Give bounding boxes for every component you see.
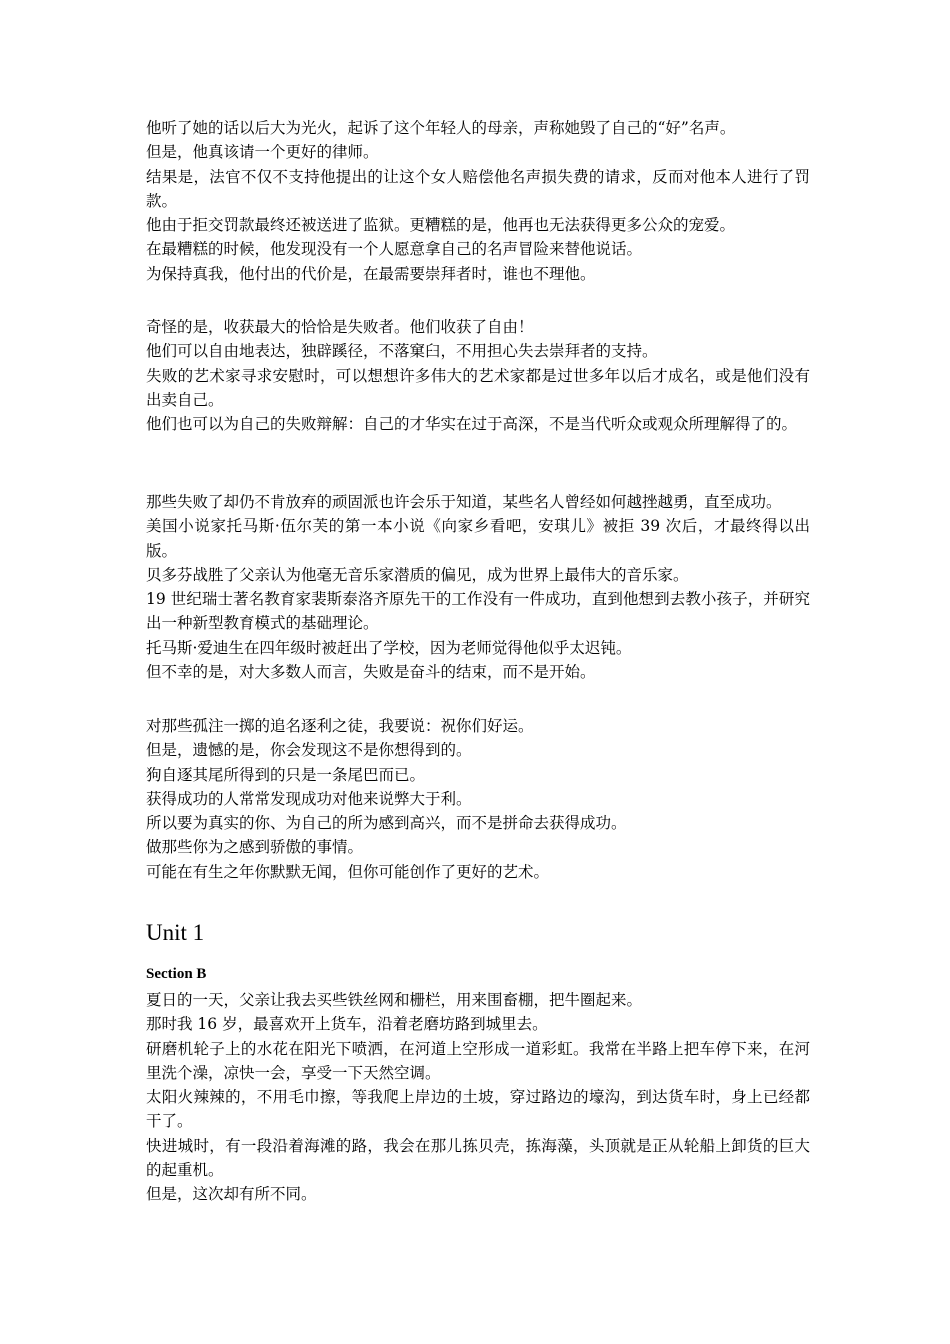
text-line: 做那些你为之感到骄傲的事情。 (146, 838, 364, 857)
text-line: 为保持真我，他付出的代价是，在最需要崇拜者时，谁也不理他。 (146, 264, 596, 283)
section-heading: Section B (146, 966, 207, 982)
text-line: 奇怪的是，收获最大的恰恰是失败者。他们收获了自由！ (146, 318, 534, 336)
text-line: 在最糟糕的时候，他发现没有一个人愿意拿自己的名声冒险来替他说话。 (146, 240, 643, 259)
text-line: 但不幸的是，对大多数人而言，失败是奋斗的结束，而不是开始。 (146, 663, 596, 682)
text-line: 那些失败了却仍不肯放弃的顽固派也许会乐于知道，某些名人曾经如何越挫越勇，直至成功。 (146, 493, 782, 511)
text-line: 快进城时，有一段沿着海滩的路，我会在那儿拣贝壳，拣海藻，头顶就是正从轮船上卸货的巨大的起重机。 (146, 1136, 810, 1180)
text-line: 19 世纪瑞士著名教育家裴斯泰洛齐原先干的工作没有一件成功，直到他想到去教小孩子，并研究出一种新型教育模式的基础理论。 (146, 590, 810, 633)
text-line: 对那些孤注一掷的追名逐利之徒，我要说：祝你们好运。 (146, 717, 534, 735)
text-line: 所以要为真实的你、为自己的所为感到高兴，而不是拼命去获得成功。 (146, 814, 627, 833)
text-line: 可能在有生之年你默默无闻，但你可能创作了更好的艺术。 (146, 862, 550, 881)
paragraph-4 (146, 714, 810, 884)
text-line: 研磨机轮子上的水花在阳光下喷洒，在河道上空形成一道彩虹。我常在半路上把车停下来，在河里洗个澡，凉快一会，享受一下天然空调。 (146, 1039, 810, 1082)
text-line: 获得成功的人常常发现成功对他来说弊大于利。 (146, 789, 472, 808)
text-line: 美国小说家托马斯·伍尔芙的第一本小说《向家乡看吧，安琪儿》被拒 39 次后，才最终得以出版。 (146, 517, 810, 560)
text-line: 但是，这次却有所不同。 (146, 1185, 317, 1204)
paragraph-3 (146, 490, 810, 684)
text-line: 托马斯·爱迪生在四年级时被赶出了学校，因为老师觉得他似乎太迟钝。 (146, 638, 632, 657)
paragraph-5 (146, 988, 810, 1207)
paragraph-1 (146, 116, 810, 286)
text-line: 贝多芬战胜了父亲认为他毫无音乐家潜质的偏见，成为世界上最伟大的音乐家。 (146, 565, 689, 584)
text-line: 他们可以自由地表达，独辟蹊径，不落窠臼，不用担心失去崇拜者的支持。 (146, 342, 658, 361)
text-line: 那时我 16 岁，最喜欢开上货车，沿着老磨坊路到城里去。 (146, 1015, 548, 1034)
text-line: 他由于拒交罚款最终还被送进了监狱。更糟糕的是，他再也无法获得更多公众的宠爱。 (146, 216, 736, 235)
text-line: 失败的艺术家寻求安慰时，可以想想许多伟大的艺术家都是过世多年以后才成名，或是他们没有出卖自己。 (146, 366, 810, 409)
text-line: 但是，遗憾的是，你会发现这不是你想得到的。 (146, 741, 472, 760)
text-line: 夏日的一天，父亲让我去买些铁丝网和栅栏，用来围畜棚，把牛圈起来。 (146, 991, 643, 1009)
text-line: 他们也可以为自己的失败辩解：自己的才华实在过于高深，不是当代听众或观众所理解得了的。 (146, 415, 798, 434)
text-line: 他听了她的话以后大为光火，起诉了这个年轻人的母亲，声称她毁了自己的“好”名声。 (146, 119, 736, 137)
text-line: 但是，他真该请一个更好的律师。 (146, 143, 379, 162)
paragraph-2 (146, 315, 810, 436)
unit-heading: Unit 1 (146, 920, 205, 945)
text-line: 结果是，法官不仅不支持他提出的让这个女人赔偿他名声损失费的请求，反而对他本人进行了罚款。 (146, 167, 810, 210)
text-line: 狗自逐其尾所得到的只是一条尾巴而已。 (146, 765, 426, 784)
text-line: 太阳火辣辣的，不用毛巾擦，等我爬上岸边的土坡，穿过路边的壕沟，到达货车时，身上已经都干了。 (146, 1088, 810, 1131)
